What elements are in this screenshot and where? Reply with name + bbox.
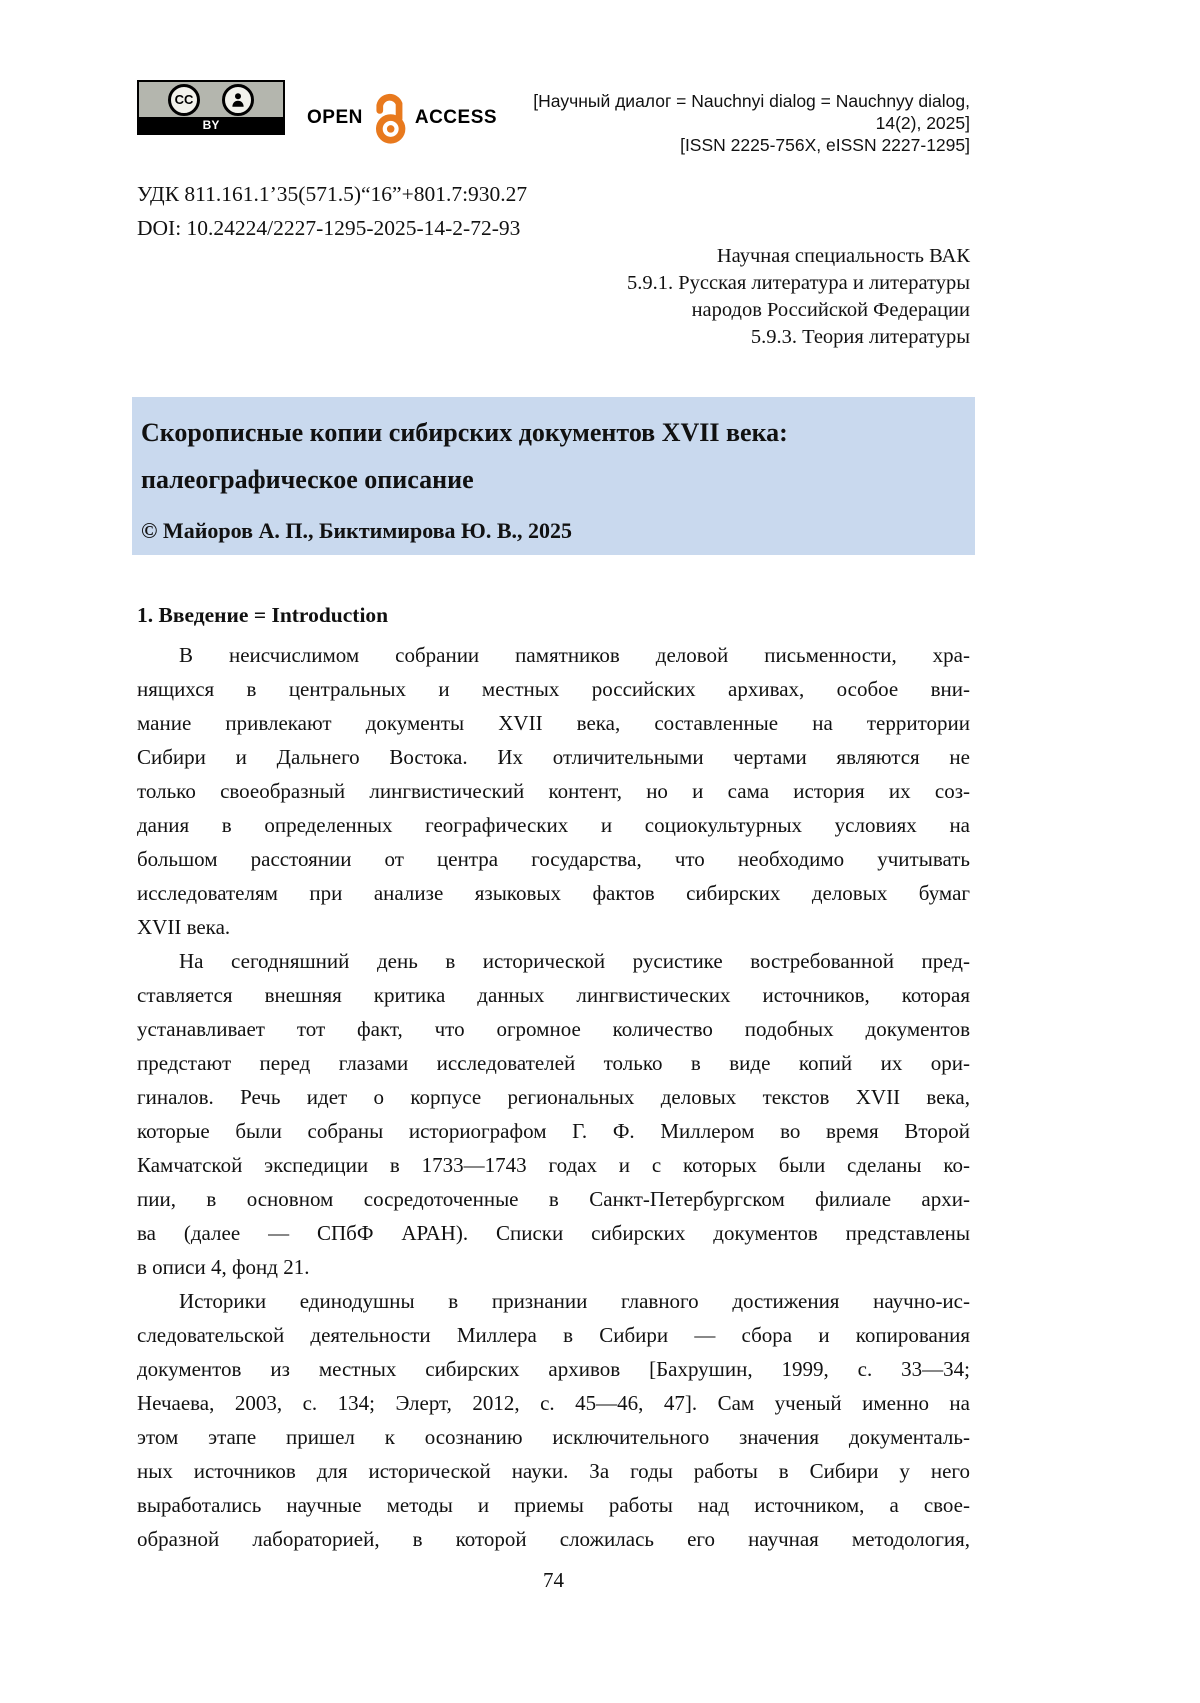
cc-by-label: BY	[139, 117, 283, 133]
page-content	[137, 0, 970, 1556]
vak-line: 5.9.3. Теория литературы	[750, 326, 970, 348]
paragraph	[137, 944, 970, 1284]
page-header	[137, 0, 970, 156]
cc-by-license-badge	[137, 80, 285, 135]
text-line: большом расстоянии от центра государства, что необходимо учитывать	[137, 847, 970, 871]
text-line: документов из местных сибирских архивов [Бахрушин, 1999, с. 33—34;	[137, 1357, 970, 1381]
open-access-logo	[307, 92, 497, 144]
text-line: Сибири и Дальнего Востока. Их отличительными чертами являются не	[137, 745, 970, 769]
text-line: следовательской деятельности Миллера в Сибири — сбора и копирования	[137, 1323, 970, 1347]
cc-badge-icons	[139, 82, 283, 117]
text-line: гиналов. Речь идет о корпусе региональных деловых текстов XVII века,	[137, 1085, 970, 1109]
text-line: На сегодняшний день в исторической русистике востребованной пред-	[179, 949, 970, 973]
article-body	[137, 638, 970, 1556]
journal-title-line: [Научный диалог = Nauchnyi dialog = Nauchnyy dialog, 14(2), 2025]	[533, 91, 970, 133]
text-line: исследователям при анализе языковых фактов сибирских деловых бумаг	[137, 881, 970, 905]
text-line: ставляется внешняя критика данных лингвистических источников, которая	[137, 983, 970, 1007]
open-lock-icon	[370, 92, 408, 144]
text-line: В неисчислимом собрании памятников деловой письменности, хра-	[179, 643, 970, 667]
open-access-word-open: OPEN	[307, 107, 363, 128]
text-line: которые были собраны историографом Г. Ф. Миллером во время Второй	[137, 1119, 970, 1143]
text-line: Нечаева, 2003, с. 134; Элерт, 2012, с. 45—46, 47]. Сам ученый именно на	[137, 1391, 970, 1415]
text-line: ва (далее — СПбФ АРАН). Списки сибирских документов представлены	[137, 1221, 970, 1245]
copyright-line: © Майоров А. П., Биктимирова Ю. В., 2025	[141, 518, 572, 543]
text-line: мание привлекают документы XVII века, составленные на территории	[137, 711, 970, 735]
text-line: этом этапе пришел к осознанию исключительного значения документаль-	[137, 1425, 970, 1449]
journal-info	[497, 90, 970, 156]
text-line: Камчатской экспедиции в 1733—1743 годах и с которых были сделаны ко-	[137, 1153, 970, 1177]
article-title-block	[132, 397, 975, 555]
page-number: 74	[543, 1568, 564, 1592]
vak-speciality-block	[137, 243, 970, 351]
text-line: XVII века.	[137, 915, 231, 939]
paragraph	[137, 1284, 970, 1556]
paragraph	[137, 638, 970, 944]
cc-icon: CC	[168, 84, 200, 116]
text-line: нящихся в центральных и местных российских архивах, особое вни-	[137, 677, 970, 701]
text-line: предстают перед глазами исследователей только в виде копий их ори-	[137, 1051, 970, 1075]
text-line: только своеобразный лингвистический контент, но и сама история их соз-	[137, 779, 970, 803]
text-line: пии, в основном сосредоточенные в Санкт-Петербургском филиале архи-	[137, 1187, 970, 1211]
text-line: Историки единодушны в признании главного достижения научно-ис-	[179, 1289, 970, 1313]
text-line: образной лабораторией, в которой сложилась его научная методология,	[137, 1527, 970, 1551]
doi-line: DOI: 10.24224/2227-1295-2025-14-2-72-93	[137, 216, 521, 240]
person-icon	[222, 84, 254, 116]
vak-line: 5.9.1. Русская литература и литературы	[626, 272, 970, 294]
text-line: устанавливает тот факт, что огромное количество подобных документов	[137, 1017, 970, 1041]
udk-line: УДК 811.161.1’35(571.5)“16”+801.7:930.27	[137, 182, 528, 206]
article-title-line1: Скорописные копии сибирских документов XVII века:	[141, 418, 788, 447]
text-line: дания в определенных географических и социокультурных условиях на	[137, 813, 970, 837]
open-access-word-access: ACCESS	[414, 107, 498, 128]
journal-issn-line: [ISSN 2225-756X, eISSN 2227-1295]	[680, 135, 970, 155]
vak-line: Научная специальность ВАК	[716, 245, 970, 267]
text-line: в описи 4, фонд 21.	[137, 1255, 310, 1279]
text-line: ных источников для исторической науки. За годы работы в Сибири у него	[137, 1459, 970, 1483]
section-heading-introduction: 1. Введение = Introduction	[137, 603, 389, 627]
vak-line: народов Российской Федерации	[691, 299, 970, 321]
article-title-line2: палеографическое описание	[141, 465, 474, 494]
text-line: выработались научные методы и приемы работы над источником, а свое-	[137, 1493, 970, 1517]
